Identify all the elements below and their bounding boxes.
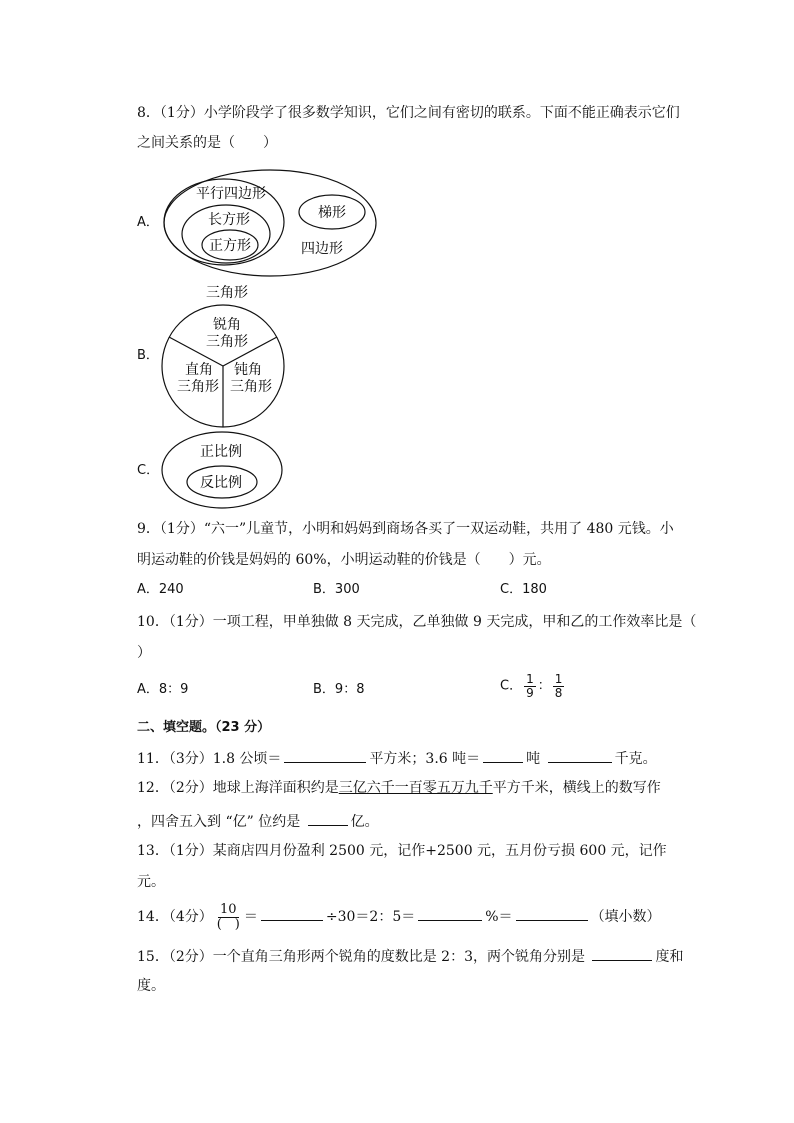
label-triangle: 三角形 xyxy=(206,285,248,301)
q12-underlined-number: 三亿六千一百零五万九千 xyxy=(338,780,493,796)
q15-line2: 度。 xyxy=(137,978,165,994)
q11-text-4: 千克。 xyxy=(614,751,657,767)
q12-text-4: 亿。 xyxy=(350,814,379,830)
label-square: 正方形 xyxy=(209,238,251,254)
label-rectangle: 长方形 xyxy=(208,212,250,228)
q14-line xyxy=(137,902,661,932)
fraction-denominator[interactable]: ( ) xyxy=(216,916,240,932)
q9-option-c: C．180 xyxy=(500,582,547,597)
fraction-numerator: 10 xyxy=(220,901,237,917)
q15-text-1: 15．（2分）一个直角三角形两个锐角的度数比是 2：3，两个锐角分别是 xyxy=(137,949,585,965)
q14-text-5: （填小数） xyxy=(590,909,661,925)
label-trapezoid: 梯形 xyxy=(318,205,346,221)
answer-blank-square-meters[interactable] xyxy=(284,748,366,763)
q12-text-3: ，四舍五入到 “亿” 位约是 xyxy=(137,814,301,830)
answer-blank-tons[interactable] xyxy=(483,748,523,763)
q8-line1: 8．（1分）小学阶段学了很多数学知识，它们之间有密切的联系。下面不能正确表示它们 xyxy=(137,105,680,121)
q12-text-1: 12．（2分）地球上海洋面积约是 xyxy=(137,780,339,796)
q9-option-a: A．240 xyxy=(137,582,184,597)
answer-blank-angle-1[interactable] xyxy=(592,946,652,961)
label-direct-proportion: 正比例 xyxy=(200,444,242,460)
label-right-2: 三角形 xyxy=(177,379,219,395)
q14-text-4: %＝ xyxy=(485,909,513,925)
q8-line2: 之间关系的是（ ） xyxy=(137,135,277,151)
q9-line1: 9．（1分）“六一”儿童节，小明和妈妈到商场各买了一双运动鞋，共用了 480 元钱。小 xyxy=(137,521,674,537)
label-acute-2: 三角形 xyxy=(206,334,248,350)
q9-option-b: B．300 xyxy=(313,582,360,597)
fraction-one-eighth xyxy=(553,673,565,700)
q8-diagram-b xyxy=(160,282,286,430)
answer-blank-hundred-million[interactable] xyxy=(308,811,348,826)
q10-line1: 10．（1分）一项工程，甲单独做 8 天完成，乙单独做 9 天完成，甲和乙的工作效率比是（ xyxy=(137,614,697,630)
q9-line2: 明运动鞋的价钱是妈妈的 60%，小明运动鞋的价钱是（ ）元。 xyxy=(137,552,551,568)
q12-line1 xyxy=(137,779,661,797)
fraction-denominator: 8 xyxy=(554,686,563,700)
answer-blank-percent[interactable] xyxy=(418,906,482,921)
label-obtuse-1: 钝角 xyxy=(234,362,262,378)
fraction-numerator: 1 xyxy=(554,672,563,686)
q11-line xyxy=(137,748,657,768)
q8-diagram-c xyxy=(160,430,286,512)
q12-line2 xyxy=(137,811,379,831)
q13-line1: 13．（1分）某商店四月份盈利 2500 元，记作+2500 元，五月份亏损 600 元，记作 xyxy=(137,843,667,859)
label-acute-1: 锐角 xyxy=(213,317,241,333)
q8-option-c-label: C． xyxy=(137,463,160,478)
q14-text-1: 14．（4分） xyxy=(137,909,213,925)
fraction-ten-over-blank xyxy=(215,903,242,932)
q10-option-a: A．8：9 xyxy=(137,682,189,697)
answer-blank-dividend[interactable] xyxy=(261,906,323,921)
answer-blank-decimal[interactable] xyxy=(516,906,588,921)
q15-text-2: 度和 xyxy=(655,949,684,965)
ratio-colon: ： xyxy=(537,678,551,694)
q10-option-c xyxy=(500,673,566,700)
fraction-one-ninth xyxy=(524,673,536,700)
q10-option-c-prefix: C． xyxy=(500,678,523,694)
q8-option-b-label: B． xyxy=(137,348,159,363)
q11-text-1: 11．（3分）1.8 公顷＝ xyxy=(137,751,282,767)
q11-text-2: 平方米；3.6 吨＝ xyxy=(369,751,481,767)
q14-text-2: ＝ xyxy=(243,909,258,925)
q10-line2: ） xyxy=(137,645,151,661)
label-quadrilateral: 四边形 xyxy=(301,241,343,257)
q14-text-3: ÷30＝2：5＝ xyxy=(325,909,416,925)
section-heading-fill-in: 二、填空题。（23 分） xyxy=(137,720,271,735)
fraction-denominator: 9 xyxy=(526,686,534,700)
q13-line2: 元。 xyxy=(137,874,165,890)
label-obtuse-2: 三角形 xyxy=(230,379,272,395)
q12-text-2: 平方千米，横线上的数写作 xyxy=(492,780,661,796)
label-parallelogram: 平行四边形 xyxy=(196,186,266,202)
answer-blank-kilograms[interactable] xyxy=(548,748,612,763)
q15-line1 xyxy=(137,946,683,966)
q11-text-3: 吨 xyxy=(526,751,541,767)
q8-diagram-a xyxy=(160,168,378,280)
label-inverse-proportion: 反比例 xyxy=(200,475,242,491)
fraction-numerator: 1 xyxy=(526,672,534,686)
label-right-1: 直角 xyxy=(185,362,213,378)
q10-option-b: B．9：8 xyxy=(313,682,365,697)
q8-option-a-label: A． xyxy=(137,215,159,230)
